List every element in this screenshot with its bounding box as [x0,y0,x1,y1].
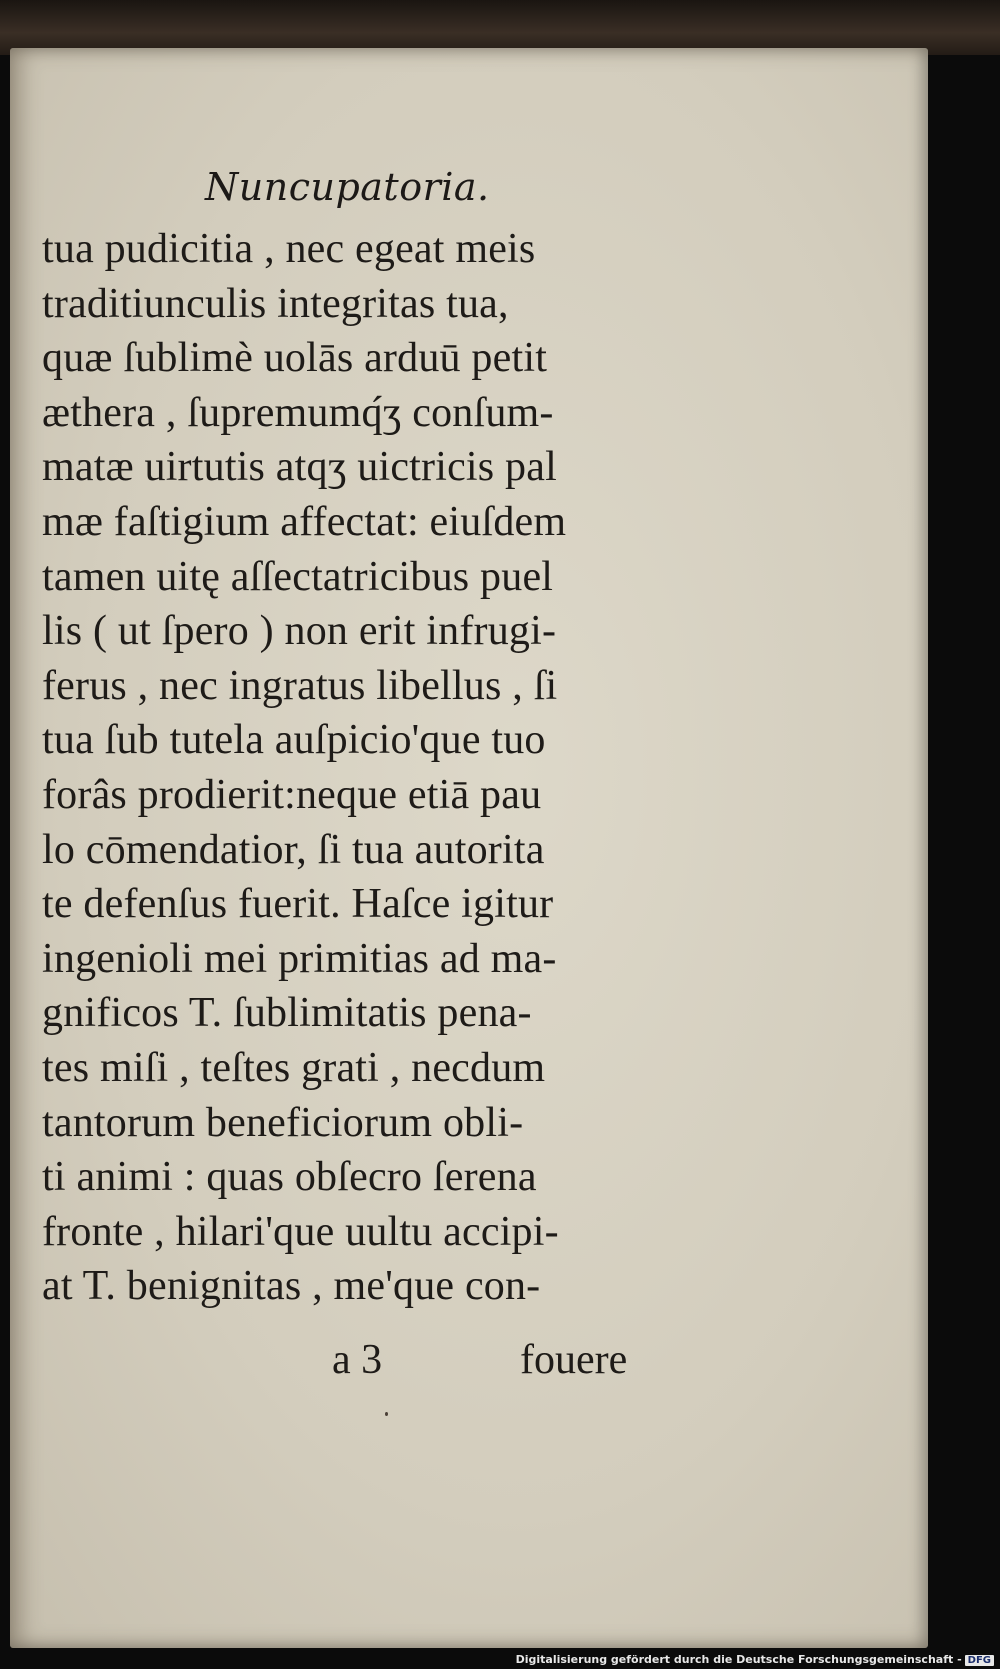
dfg-logo: DFG [965,1655,994,1666]
text-line: forâs prodierit:neque etiā pau [42,771,542,818]
book-cover-edge [0,0,1000,55]
running-head: Nuncupatoria. [205,165,490,209]
text-line: gnificos T. ſublimitatis pena- [42,990,532,1037]
catchword: fouere [520,1337,628,1383]
text-line: tes miſi , teſtes grati , necdum [42,1044,546,1091]
text-line: tua ſub tutela auſpicio'que tuo [42,717,546,764]
text-line: ferus , nec ingratus libellus , ſi [42,662,558,709]
text-line: tantorum beneficiorum obli- [42,1099,524,1146]
text-line: ingenioli mei primitias ad ma- [42,935,557,982]
text-line: æthera , ſupremumq́ʒ conſum- [42,389,554,436]
text-line: quæ ſublimè uolās arduū petit [42,335,548,382]
signature-mark: a 3 [332,1337,383,1383]
text-line: ti animi : quas obſecro ſerena [42,1154,537,1201]
text-line: traditiunculis integritas tua, [42,280,509,327]
text-block [42,222,662,1314]
text-line: at T. benignitas , me'que con- [42,1263,541,1310]
text-line: te defenſus fuerit. Haſce igitur [42,881,554,928]
text-line: tua pudicitia , nec egeat meis [42,226,536,272]
credit-text: Digitalisierung gefördert durch die Deutsche Forschungsgemeinschaft - [515,1653,962,1666]
text-line: mæ faſtigium affectat: eiuſdem [42,498,567,545]
paper-speck [385,1412,388,1416]
text-line: fronte , hilari'que uultu accipi- [42,1208,559,1255]
text-line: lo cōmendatior, ſi tua autorita [42,826,545,873]
text-line: matæ uirtutis atqʒ uictricis pal [42,444,557,491]
digitization-credit [516,1653,994,1666]
text-line: lis ( ut ſpero ) non erit infrugi- [42,608,557,655]
text-line: tamen uitę aſſectatricibus puel [42,553,554,600]
